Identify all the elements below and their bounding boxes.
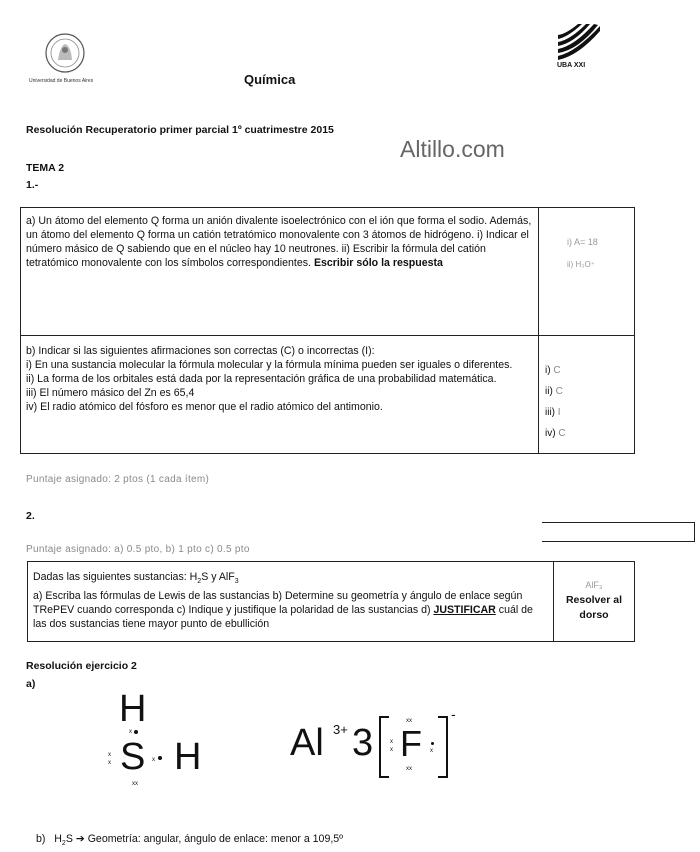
exercise-2-table [27,561,635,642]
question-2-label: 2. [26,510,35,522]
exercise-1b-line: ii) La forma de los orbitales está dada por la representación gráfica de una probabilidad matemática. [26,373,497,385]
question-1-label: 1.- [26,179,39,191]
part-b-formula: H [54,833,62,845]
uba-xxi-label: UBA XXI [557,62,586,69]
exercise-1a-text: a) Un átomo del elemento Q forma un anión divalente isoelectrónico con el ión que forma el sodio. Además, un átomo del elemento Q forma un catión tetratómico monovalente con 3 átomos de hidrógeno. i) Indicar el número másico de Q sabiendo que en el núcleo hay 10 neutrones. ii) Escribir la fórmula del catión tetratómico monovalente con los símbolos correspondientes. [26,215,532,269]
exercise-1b-line: i) En una sustancia molecular la fórmula molecular y la fórmula mínima pueden ser iguales o diferentes. [26,359,513,371]
lewis-alf3 [290,706,465,782]
answer-1b-value: C [555,386,563,397]
exercise-2-score: Puntaje asignado: a) 0.5 pto, b) 1 pto c) 0.5 pto [26,544,250,555]
side-formula: AlF₃ [585,580,603,590]
answer-1a-i: i) A= 18 [567,237,598,247]
side-note: Resolver al dorso [565,594,623,621]
exercise-1b-line: b) Indicar si las siguientes afirmaciones son correctas (C) o incorrectas (I): [26,345,375,357]
answer-1a-ii: ii) H₃O⁺ [567,260,595,269]
univ-label: Universidad de Buenos Aires [29,78,94,84]
exercise-1a-instruction: Escribir sólo la respuesta [313,257,443,269]
bracket-left-icon [379,716,389,778]
univ-seal-icon [44,32,86,74]
lewis-x-mark: x [108,752,111,758]
answer-1b-row [545,423,634,444]
exercise-1b-line: iv) El radio atómico del fósforo es menor que el radio atómico del antimonio. [26,401,383,413]
answer-1b-value: I [557,407,561,418]
exercise-2-substances [33,570,548,589]
answer-1b-row [545,381,634,402]
answer-1b-row [545,360,634,381]
justify-emphasis: JUSTIFICAR [433,604,496,617]
uba-xxi-logo-icon [556,22,602,62]
answer-1b-row [545,402,634,423]
lewis-s: S [120,736,146,778]
solution-title: Resolución ejercicio 2 [26,660,137,672]
subscript: 2 [197,578,202,586]
lewis-x-mark: x [152,757,155,763]
exercise-2-side [554,562,635,642]
doc-title: Resolución Recuperatorio primer parcial 1º cuatrimestre 2015 [26,124,334,136]
exercise-2-items [33,589,548,631]
part-b-text: Geometría: angular, ángulo de enlace: menor a 109,5º [84,833,344,845]
answer-1b-num: ii) [545,386,553,397]
bond-dot [431,742,434,745]
exercise-1b-answers [539,336,635,454]
lewis-xx-mark: xx [406,718,412,724]
answer-1b-value: C [553,365,561,376]
bracket-right-icon [438,716,448,778]
exercise-1-score: Puntaje asignado: 2 ptos (1 cada ítem) [26,474,210,485]
lewis-h-right: H [174,736,202,778]
exercise-1b-question [21,336,539,454]
part-b-label: b) [36,833,46,845]
subject-title: Química [244,72,296,87]
answer-1b-num: i) [545,365,551,376]
lewis-f: F [400,723,422,764]
solution-part-b [36,833,343,847]
part-b-formula-end: S [65,833,73,845]
lewis-coef: 3 [352,722,374,764]
lewis-xx-mark: xx [132,781,138,787]
exercise-1a-question [21,208,539,336]
exercise-1a-answers [539,208,635,336]
subscript: 2 [61,840,66,848]
lewis-x-mark: x [390,747,393,753]
bond-dot [158,756,162,760]
exercise-2-text: Dadas las siguientes sustancias: H [33,571,198,583]
exercise-1b-line: iii) El número másico del Zn es 65,4 [26,387,195,399]
lewis-x-mark: x [430,748,433,754]
lewis-x-mark: x [390,739,393,745]
solution-part-a: a) [26,678,36,690]
lewis-al-charge: 3+ [333,722,348,737]
lewis-h2s [100,690,220,790]
watermark: Altillo.com [400,136,505,162]
exercise-2-text: S y AlF [201,571,235,583]
answer-1b-value: C [558,428,566,439]
lewis-f-charge: - [451,706,456,722]
lewis-x-mark: x [129,729,132,735]
lewis-al: Al [290,722,324,764]
lewis-x-mark: x [108,760,111,766]
lewis-h-top: H [119,688,147,730]
exercise-2-text: a) Escriba las fórmulas de Lewis de las sustancias b) Determine su geometría y ángulo de enlace según TRePEV cuando corresponda c) Indique y justifique la polaridad de las sustancias d) [33,590,523,617]
answer-1b-num: iii) [545,407,555,418]
subscript: 3 [234,578,239,586]
lewis-xx-mark: xx [406,766,412,772]
arrow-right-icon: ➔ [75,833,85,845]
exercise-2-question [28,562,554,642]
stray-box [542,522,695,542]
bond-dot [134,730,138,734]
exercise-1-table [20,207,635,454]
exercise-2-text: cuál de las dos sustancias tiene mayor punto de ebullición [33,604,533,631]
tema-label: TEMA 2 [26,162,65,174]
answer-1b-num: iv) [545,428,556,439]
